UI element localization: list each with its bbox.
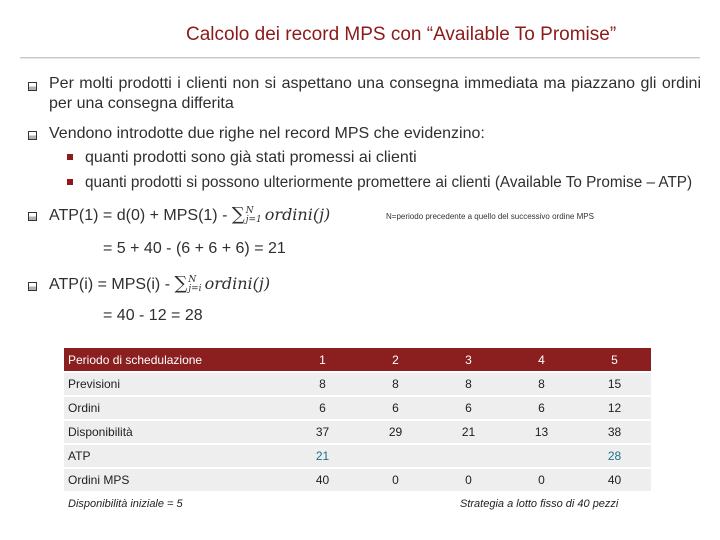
- table-row: [64, 372, 651, 396]
- table-cell: 6: [359, 396, 432, 420]
- table-cell-atp: 21: [286, 444, 359, 468]
- footer-note-left: Disponibilità iniziale = 5: [68, 498, 183, 510]
- formula-atp-1: [49, 205, 330, 226]
- formula-atp-i: [49, 274, 270, 295]
- table-row: [64, 444, 651, 468]
- sub-bullet-icon: [67, 179, 73, 185]
- formula-atp-1-fn: ordini(j): [264, 205, 331, 224]
- formula-atp-1-result: = 5 + 40 - (6 + 6 + 6) = 21: [103, 240, 286, 257]
- sub-bullet-text-1: quanti prodotti sono già stati promessi ai clienti: [85, 149, 417, 166]
- bullet-square-icon: [28, 282, 37, 291]
- sum-limits: [188, 276, 201, 294]
- table-cell: 29: [359, 420, 432, 444]
- table-cell: 0: [359, 468, 432, 492]
- table-cell: Previsioni: [64, 372, 286, 396]
- table-cell: 6: [286, 396, 359, 420]
- table-cell: 37: [286, 420, 359, 444]
- table-header-cell: 3: [432, 348, 505, 372]
- sum-lower: j=1: [245, 214, 262, 225]
- table-cell: 6: [505, 396, 578, 420]
- table-cell: 8: [359, 372, 432, 396]
- sum-upper: N: [245, 205, 254, 216]
- formula-atp-i-lhs: ATP(i) = MPS(i) -: [49, 276, 171, 293]
- table-header-cell: 4: [505, 348, 578, 372]
- footer-note-right: Strategia a lotto fisso di 40 pezzi: [460, 498, 619, 510]
- sub-bullet-icon: [67, 154, 73, 160]
- bullet-square-icon: [28, 212, 37, 221]
- table-cell: ATP: [64, 444, 286, 468]
- table-cell: 21: [432, 420, 505, 444]
- bullet-text-2: Vendono introdotte due righe nel record MPS che evidenzino:: [49, 125, 485, 142]
- table-cell: 40: [578, 468, 651, 492]
- table-cell: 13: [505, 420, 578, 444]
- table-cell-atp: 28: [578, 444, 651, 468]
- sub-bullet-text-2: quanti prodotti si possono ulteriormente promettere ai clienti (Available To Promise – ATP): [85, 174, 693, 191]
- table-cell: [505, 444, 578, 468]
- table-row: [64, 468, 651, 492]
- bullet-text-1: Per molti prodotti i clienti non si aspettano una consegna immediata ma piazzano gli ordini per una consegna differita: [49, 75, 701, 112]
- title-divider-shadow: [20, 58, 700, 59]
- slide-title: Calcolo dei record MPS con “Available To Promise”: [186, 24, 617, 45]
- table-cell: 40: [286, 468, 359, 492]
- table-cell: 15: [578, 372, 651, 396]
- table-header-row: [64, 348, 651, 372]
- table-cell: 38: [578, 420, 651, 444]
- formula-atp-i-fn: ordini(j): [204, 274, 271, 293]
- mps-record-table: [64, 348, 651, 493]
- table-header-cell: 2: [359, 348, 432, 372]
- formula-atp-1-lhs: ATP(1) = d(0) + MPS(1) -: [49, 207, 228, 224]
- table-cell: 0: [432, 468, 505, 492]
- bullet-square-icon: [28, 131, 37, 140]
- table-cell: Ordini: [64, 396, 286, 420]
- table-cell: [359, 444, 432, 468]
- table-cell: 12: [578, 396, 651, 420]
- sum-lower: j=i: [188, 283, 202, 294]
- table-cell: 8: [505, 372, 578, 396]
- table-row: [64, 420, 651, 444]
- table-header-cell: 1: [286, 348, 359, 372]
- table-cell: 6: [432, 396, 505, 420]
- table-cell: 8: [432, 372, 505, 396]
- table-cell: 8: [286, 372, 359, 396]
- table-row: [64, 396, 651, 420]
- table-cell: Ordini MPS: [64, 468, 286, 492]
- table-header-cell: 5: [578, 348, 651, 372]
- sum-symbol-icon: ∑: [174, 273, 188, 294]
- sum-upper: N: [188, 274, 197, 285]
- table-cell: 0: [505, 468, 578, 492]
- sum-symbol-icon: ∑: [231, 204, 245, 225]
- table-header-cell: Periodo di schedulazione: [64, 348, 286, 372]
- formula-note: N=periodo precedente a quello del successivo ordine MPS: [386, 212, 594, 221]
- table-cell: [432, 444, 505, 468]
- bullet-square-icon: [28, 82, 37, 91]
- formula-atp-i-result: = 40 - 12 = 28: [103, 307, 203, 324]
- sum-limits: [246, 207, 262, 225]
- table-cell: Disponibilità: [64, 420, 286, 444]
